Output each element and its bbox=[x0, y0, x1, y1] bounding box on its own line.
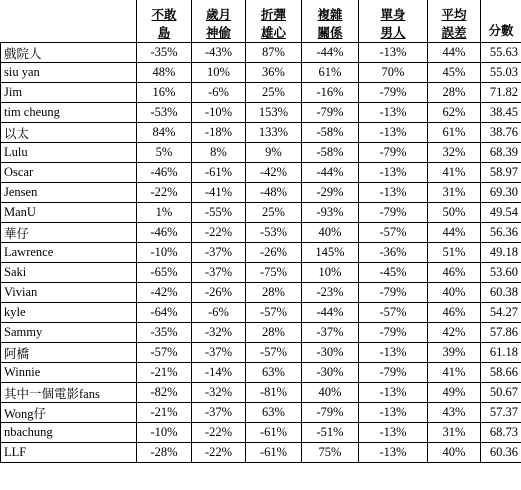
cell-value: -48% bbox=[246, 183, 302, 203]
cell-value: -13% bbox=[359, 163, 428, 183]
table-row bbox=[1, 243, 521, 263]
cell-score: 61.18 bbox=[481, 343, 521, 363]
cell-value: 31% bbox=[428, 423, 481, 443]
cell-score: 54.27 bbox=[481, 303, 521, 323]
cell-name: tim cheung bbox=[1, 103, 137, 123]
cell-name: ManU bbox=[1, 203, 137, 223]
cell-value: -13% bbox=[359, 423, 428, 443]
table-row bbox=[1, 263, 521, 283]
cell-value: -55% bbox=[192, 203, 246, 223]
cell-value: 61% bbox=[302, 63, 359, 83]
cell-value: -22% bbox=[192, 423, 246, 443]
cell-score: 49.18 bbox=[481, 243, 521, 263]
cell-value: 16% bbox=[137, 83, 192, 103]
table-row bbox=[1, 163, 521, 183]
cell-value: 41% bbox=[428, 163, 481, 183]
table-row bbox=[1, 203, 521, 223]
cell-score: 69.30 bbox=[481, 183, 521, 203]
cell-value: -46% bbox=[137, 163, 192, 183]
cell-value: 28% bbox=[246, 283, 302, 303]
cell-value: -57% bbox=[246, 303, 302, 323]
cell-value: -10% bbox=[192, 103, 246, 123]
cell-value: 42% bbox=[428, 323, 481, 343]
cell-value: -18% bbox=[192, 123, 246, 143]
cell-value: -44% bbox=[302, 163, 359, 183]
cell-score: 60.36 bbox=[481, 443, 521, 463]
cell-value: -82% bbox=[137, 383, 192, 403]
table-row bbox=[1, 443, 521, 463]
cell-value: -57% bbox=[359, 223, 428, 243]
cell-value: -14% bbox=[192, 363, 246, 383]
cell-score: 58.66 bbox=[481, 363, 521, 383]
cell-value: 87% bbox=[246, 43, 302, 63]
header-label: 複雜 關係 bbox=[317, 8, 343, 40]
cell-name: siu yan bbox=[1, 63, 137, 83]
cell-value: -32% bbox=[192, 323, 246, 343]
cell-score: 57.37 bbox=[481, 403, 521, 423]
cell-value: -58% bbox=[302, 143, 359, 163]
cell-value: 8% bbox=[192, 143, 246, 163]
cell-value: -32% bbox=[192, 383, 246, 403]
cell-value: -37% bbox=[192, 343, 246, 363]
header-film-5 bbox=[359, 0, 428, 43]
cell-value: 36% bbox=[246, 63, 302, 83]
cell-value: 63% bbox=[246, 403, 302, 423]
cell-value: -46% bbox=[137, 223, 192, 243]
cell-value: 62% bbox=[428, 103, 481, 123]
cell-value: 25% bbox=[246, 83, 302, 103]
cell-value: -13% bbox=[359, 123, 428, 143]
cell-value: 10% bbox=[302, 263, 359, 283]
table-row bbox=[1, 403, 521, 423]
header-name-blank bbox=[1, 0, 137, 43]
cell-score: 49.54 bbox=[481, 203, 521, 223]
header-row bbox=[1, 0, 521, 43]
cell-value: -64% bbox=[137, 303, 192, 323]
cell-value: 40% bbox=[428, 283, 481, 303]
table-row bbox=[1, 123, 521, 143]
cell-value: -57% bbox=[359, 303, 428, 323]
cell-value: -79% bbox=[302, 103, 359, 123]
cell-value: -57% bbox=[137, 343, 192, 363]
cell-name: Lawrence bbox=[1, 243, 137, 263]
cell-value: -13% bbox=[359, 183, 428, 203]
cell-value: -57% bbox=[246, 343, 302, 363]
cell-value: 28% bbox=[428, 83, 481, 103]
cell-value: -79% bbox=[359, 323, 428, 343]
cell-value: 28% bbox=[246, 323, 302, 343]
cell-value: 40% bbox=[428, 443, 481, 463]
cell-value: 5% bbox=[137, 143, 192, 163]
cell-score: 58.97 bbox=[481, 163, 521, 183]
cell-value: 39% bbox=[428, 343, 481, 363]
header-label: 平均 誤差 bbox=[441, 8, 467, 40]
cell-value: 44% bbox=[428, 223, 481, 243]
cell-value: 46% bbox=[428, 263, 481, 283]
cell-score: 38.45 bbox=[481, 103, 521, 123]
header-label: 折彈 雄心 bbox=[260, 8, 286, 40]
cell-value: -13% bbox=[359, 43, 428, 63]
cell-value: -37% bbox=[302, 323, 359, 343]
cell-score: 57.86 bbox=[481, 323, 521, 343]
cell-score: 55.63 bbox=[481, 43, 521, 63]
cell-value: -13% bbox=[359, 343, 428, 363]
cell-value: -10% bbox=[137, 423, 192, 443]
cell-value: -37% bbox=[192, 263, 246, 283]
cell-value: -10% bbox=[137, 243, 192, 263]
cell-score: 71.82 bbox=[481, 83, 521, 103]
cell-value: -30% bbox=[302, 343, 359, 363]
header-label: 不敢 島 bbox=[151, 8, 177, 40]
cell-score: 68.73 bbox=[481, 423, 521, 443]
cell-score: 60.38 bbox=[481, 283, 521, 303]
cell-name: Lulu bbox=[1, 143, 137, 163]
cell-value: -93% bbox=[302, 203, 359, 223]
cell-value: -79% bbox=[359, 283, 428, 303]
cell-value: 1% bbox=[137, 203, 192, 223]
table-row bbox=[1, 363, 521, 383]
cell-value: -13% bbox=[359, 103, 428, 123]
table-row bbox=[1, 283, 521, 303]
cell-value: -22% bbox=[192, 223, 246, 243]
cell-name: Sammy bbox=[1, 323, 137, 343]
cell-value: -6% bbox=[192, 83, 246, 103]
cell-value: 9% bbox=[246, 143, 302, 163]
cell-value: 40% bbox=[302, 223, 359, 243]
cell-value: -42% bbox=[137, 283, 192, 303]
cell-value: -43% bbox=[192, 43, 246, 63]
cell-score: 68.39 bbox=[481, 143, 521, 163]
table-row bbox=[1, 323, 521, 343]
cell-value: -37% bbox=[192, 243, 246, 263]
cell-value: 61% bbox=[428, 123, 481, 143]
cell-value: -22% bbox=[192, 443, 246, 463]
cell-value: 50% bbox=[428, 203, 481, 223]
cell-score: 56.36 bbox=[481, 223, 521, 243]
cell-value: -51% bbox=[302, 423, 359, 443]
header-film-4 bbox=[302, 0, 359, 43]
table-row bbox=[1, 183, 521, 203]
table-row bbox=[1, 143, 521, 163]
cell-value: 46% bbox=[428, 303, 481, 323]
cell-value: -6% bbox=[192, 303, 246, 323]
cell-value: -53% bbox=[246, 223, 302, 243]
cell-value: 133% bbox=[246, 123, 302, 143]
cell-value: -53% bbox=[137, 103, 192, 123]
cell-value: -42% bbox=[246, 163, 302, 183]
cell-value: 63% bbox=[246, 363, 302, 383]
cell-name: LLF bbox=[1, 443, 137, 463]
cell-name: 華仔 bbox=[1, 223, 137, 243]
cell-value: -22% bbox=[137, 183, 192, 203]
cell-value: -79% bbox=[359, 83, 428, 103]
cell-value: -13% bbox=[359, 403, 428, 423]
cell-value: -35% bbox=[137, 323, 192, 343]
cell-value: 84% bbox=[137, 123, 192, 143]
cell-value: 44% bbox=[428, 43, 481, 63]
header-label: 歲月 神偷 bbox=[205, 8, 231, 40]
table-row bbox=[1, 43, 521, 63]
cell-name: 以太 bbox=[1, 123, 137, 143]
cell-value: 51% bbox=[428, 243, 481, 263]
header-film-1 bbox=[137, 0, 192, 43]
cell-value: -37% bbox=[192, 403, 246, 423]
table-row bbox=[1, 83, 521, 103]
cell-value: 32% bbox=[428, 143, 481, 163]
cell-value: 153% bbox=[246, 103, 302, 123]
cell-value: -41% bbox=[192, 183, 246, 203]
cell-value: 25% bbox=[246, 203, 302, 223]
cell-value: -75% bbox=[246, 263, 302, 283]
cell-value: -61% bbox=[246, 443, 302, 463]
header-film-3 bbox=[246, 0, 302, 43]
cell-value: -79% bbox=[359, 203, 428, 223]
table-row bbox=[1, 303, 521, 323]
cell-value: 48% bbox=[137, 63, 192, 83]
header-score: 分數 bbox=[481, 0, 521, 43]
table-body bbox=[1, 43, 521, 463]
table-row bbox=[1, 383, 521, 403]
cell-score: 53.60 bbox=[481, 263, 521, 283]
cell-value: -21% bbox=[137, 403, 192, 423]
cell-name: Oscar bbox=[1, 163, 137, 183]
cell-value: -13% bbox=[359, 443, 428, 463]
cell-value: -79% bbox=[302, 403, 359, 423]
cell-value: 10% bbox=[192, 63, 246, 83]
cell-value: -13% bbox=[359, 383, 428, 403]
header-film-2 bbox=[192, 0, 246, 43]
cell-value: -29% bbox=[302, 183, 359, 203]
cell-value: -26% bbox=[192, 283, 246, 303]
cell-value: -30% bbox=[302, 363, 359, 383]
table-row bbox=[1, 103, 521, 123]
table-row bbox=[1, 63, 521, 83]
cell-value: 40% bbox=[302, 383, 359, 403]
cell-name: 戲院人 bbox=[1, 43, 137, 63]
cell-score: 55.03 bbox=[481, 63, 521, 83]
table-row bbox=[1, 343, 521, 363]
cell-value: -28% bbox=[137, 443, 192, 463]
cell-value: -58% bbox=[302, 123, 359, 143]
cell-value: 45% bbox=[428, 63, 481, 83]
cell-value: -81% bbox=[246, 383, 302, 403]
cell-value: -44% bbox=[302, 43, 359, 63]
table-row bbox=[1, 223, 521, 243]
header-label: 單身 男人 bbox=[380, 8, 406, 40]
cell-value: 70% bbox=[359, 63, 428, 83]
cell-score: 50.67 bbox=[481, 383, 521, 403]
cell-value: 75% bbox=[302, 443, 359, 463]
cell-value: 43% bbox=[428, 403, 481, 423]
cell-value: 49% bbox=[428, 383, 481, 403]
cell-value: -79% bbox=[359, 143, 428, 163]
cell-value: -61% bbox=[246, 423, 302, 443]
cell-name: Vivian bbox=[1, 283, 137, 303]
cell-value: -36% bbox=[359, 243, 428, 263]
cell-name: kyle bbox=[1, 303, 137, 323]
header-film-6 bbox=[428, 0, 481, 43]
cell-name: 阿橋 bbox=[1, 343, 137, 363]
cell-value: -45% bbox=[359, 263, 428, 283]
cell-name: Winnie bbox=[1, 363, 137, 383]
cell-value: -65% bbox=[137, 263, 192, 283]
cell-value: -35% bbox=[137, 43, 192, 63]
cell-value: -23% bbox=[302, 283, 359, 303]
cell-value: 31% bbox=[428, 183, 481, 203]
cell-value: 41% bbox=[428, 363, 481, 383]
table-row bbox=[1, 423, 521, 443]
cell-name: nbachung bbox=[1, 423, 137, 443]
cell-value: -21% bbox=[137, 363, 192, 383]
cell-value: -61% bbox=[192, 163, 246, 183]
cell-value: 145% bbox=[302, 243, 359, 263]
cell-value: -26% bbox=[246, 243, 302, 263]
cell-name: Wong仔 bbox=[1, 403, 137, 423]
cell-value: -79% bbox=[359, 363, 428, 383]
cell-score: 38.76 bbox=[481, 123, 521, 143]
cell-name: 其中一個電影fans bbox=[1, 383, 137, 403]
cell-value: -16% bbox=[302, 83, 359, 103]
cell-name: Jim bbox=[1, 83, 137, 103]
cell-name: Jensen bbox=[1, 183, 137, 203]
cell-value: -44% bbox=[302, 303, 359, 323]
cell-name: Saki bbox=[1, 263, 137, 283]
